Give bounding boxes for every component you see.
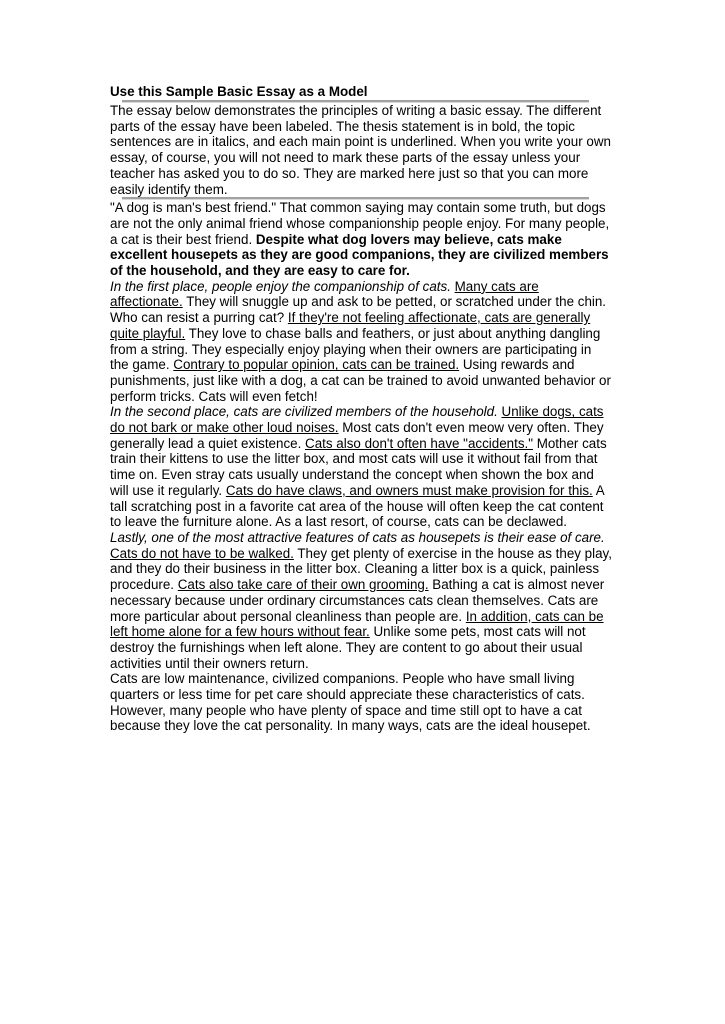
- body-paragraph-first-place: [110, 279, 613, 405]
- body-paragraph-ease-of-care: [110, 530, 613, 671]
- opening-paragraph: [110, 200, 613, 279]
- intro-note-paragraph: [110, 103, 613, 197]
- text-run: Cats do not have to be walked.: [110, 545, 294, 561]
- text-run: Unlike some pets, most cats will not destroy the furnishings when left alone. They are content to go about their usual activities until their owners return.: [110, 624, 586, 671]
- text-run: Unlike dogs, cats do not bark or make other loud noises.: [110, 404, 604, 436]
- text-run: Despite what dog lovers may believe, cats make excellent housepets as they are good companions, they are civilized members of the household, and they are easy to care for.: [110, 231, 609, 279]
- conclusion-paragraph: [110, 671, 613, 734]
- text-run: Cats do have claws, and owners must make provision for this.: [225, 482, 593, 498]
- text-run: In the first place, people enjoy the companionship of cats.: [110, 278, 455, 294]
- text-run: If they're not feeling affectionate, cats are generally quite playful.: [110, 310, 591, 341]
- text-run: Contrary to popular opinion, cats can be trained.: [173, 357, 460, 373]
- text-run: They get plenty of exercise in the house as they play, and they do their business in the litter box. Cleaning a litter box is a quick, painless procedure.: [110, 545, 612, 593]
- text-run: Using rewards and punishments, just like with a dog, a cat can be trained to avoid unwanted behavior or perform tricks. Cats will even fetch!: [110, 357, 611, 404]
- text-run: Most cats don't even meow very often. They generally lead a quiet existence.: [110, 420, 604, 451]
- text-run: Bathing a cat is almost never necessary because under ordinary circumstances cats clean themselves. Cats are more particular about personal cleanliness than people are.: [110, 577, 605, 624]
- text-run: Many cats are affectionate.: [110, 278, 539, 310]
- text-run: A tall scratching post in a favorite cat area of the house will often keep the cat content to leave the furniture alone. As a last resort, of course, cats can be declawed.: [110, 482, 604, 530]
- text-run: In the second place, cats are civilized members of the household.: [110, 404, 502, 420]
- text-run: Cats are low maintenance, civilized companions. People who have small living quarters or less time for pet care should appreciate these characteristics of cats. However, many people who have plenty of space and time still opt to have a cat because they love the cat personality. In many ways, cats are the ideal housepet.: [110, 671, 591, 734]
- essay-content: [110, 84, 613, 734]
- text-run: The essay below demonstrates the principles of writing a basic essay. The different parts of the essay have been labeled. The thesis statement is in bold, the topic sentences are in italics, and each main point is underlined. When you write your own essay, of course, you will not need to mark these parts of the essay unless your teacher has asked you to do so. They are marked here just so that you can more easily identify them.: [110, 103, 611, 197]
- text-run: Lastly, one of the most attractive features of cats as housepets is their ease of care.: [110, 529, 605, 545]
- text-run: "A dog is man's best friend." That common saying may contain some truth, but dogs are not the only animal friend whose companionship people enjoy. For many people, a cat is their best friend.: [110, 200, 610, 247]
- text-run: They will snuggle up and ask to be petted, or scratched under the chin. Who can resist a purring cat?: [110, 294, 607, 326]
- body-paragraph-second-place: [110, 404, 613, 530]
- text-run: They love to chase balls and feathers, or just about anything dangling from a string. They especially enjoy playing when their owners are participating in the game.: [110, 325, 601, 373]
- text-run: Cats also don't often have "accidents.": [305, 435, 533, 451]
- essay-title: Use this Sample Basic Essay as a Model: [110, 84, 368, 99]
- text-run: In addition, cats can be left home alone for a few hours without fear.: [110, 608, 604, 640]
- text-run: Cats also take care of their own grooming.: [177, 577, 429, 593]
- text-run: Mother cats train their kittens to use the litter box, and most cats will use it without fail from that time on. Even stray cats usually understand the concept when shown the box and will use it regularly.: [110, 435, 607, 498]
